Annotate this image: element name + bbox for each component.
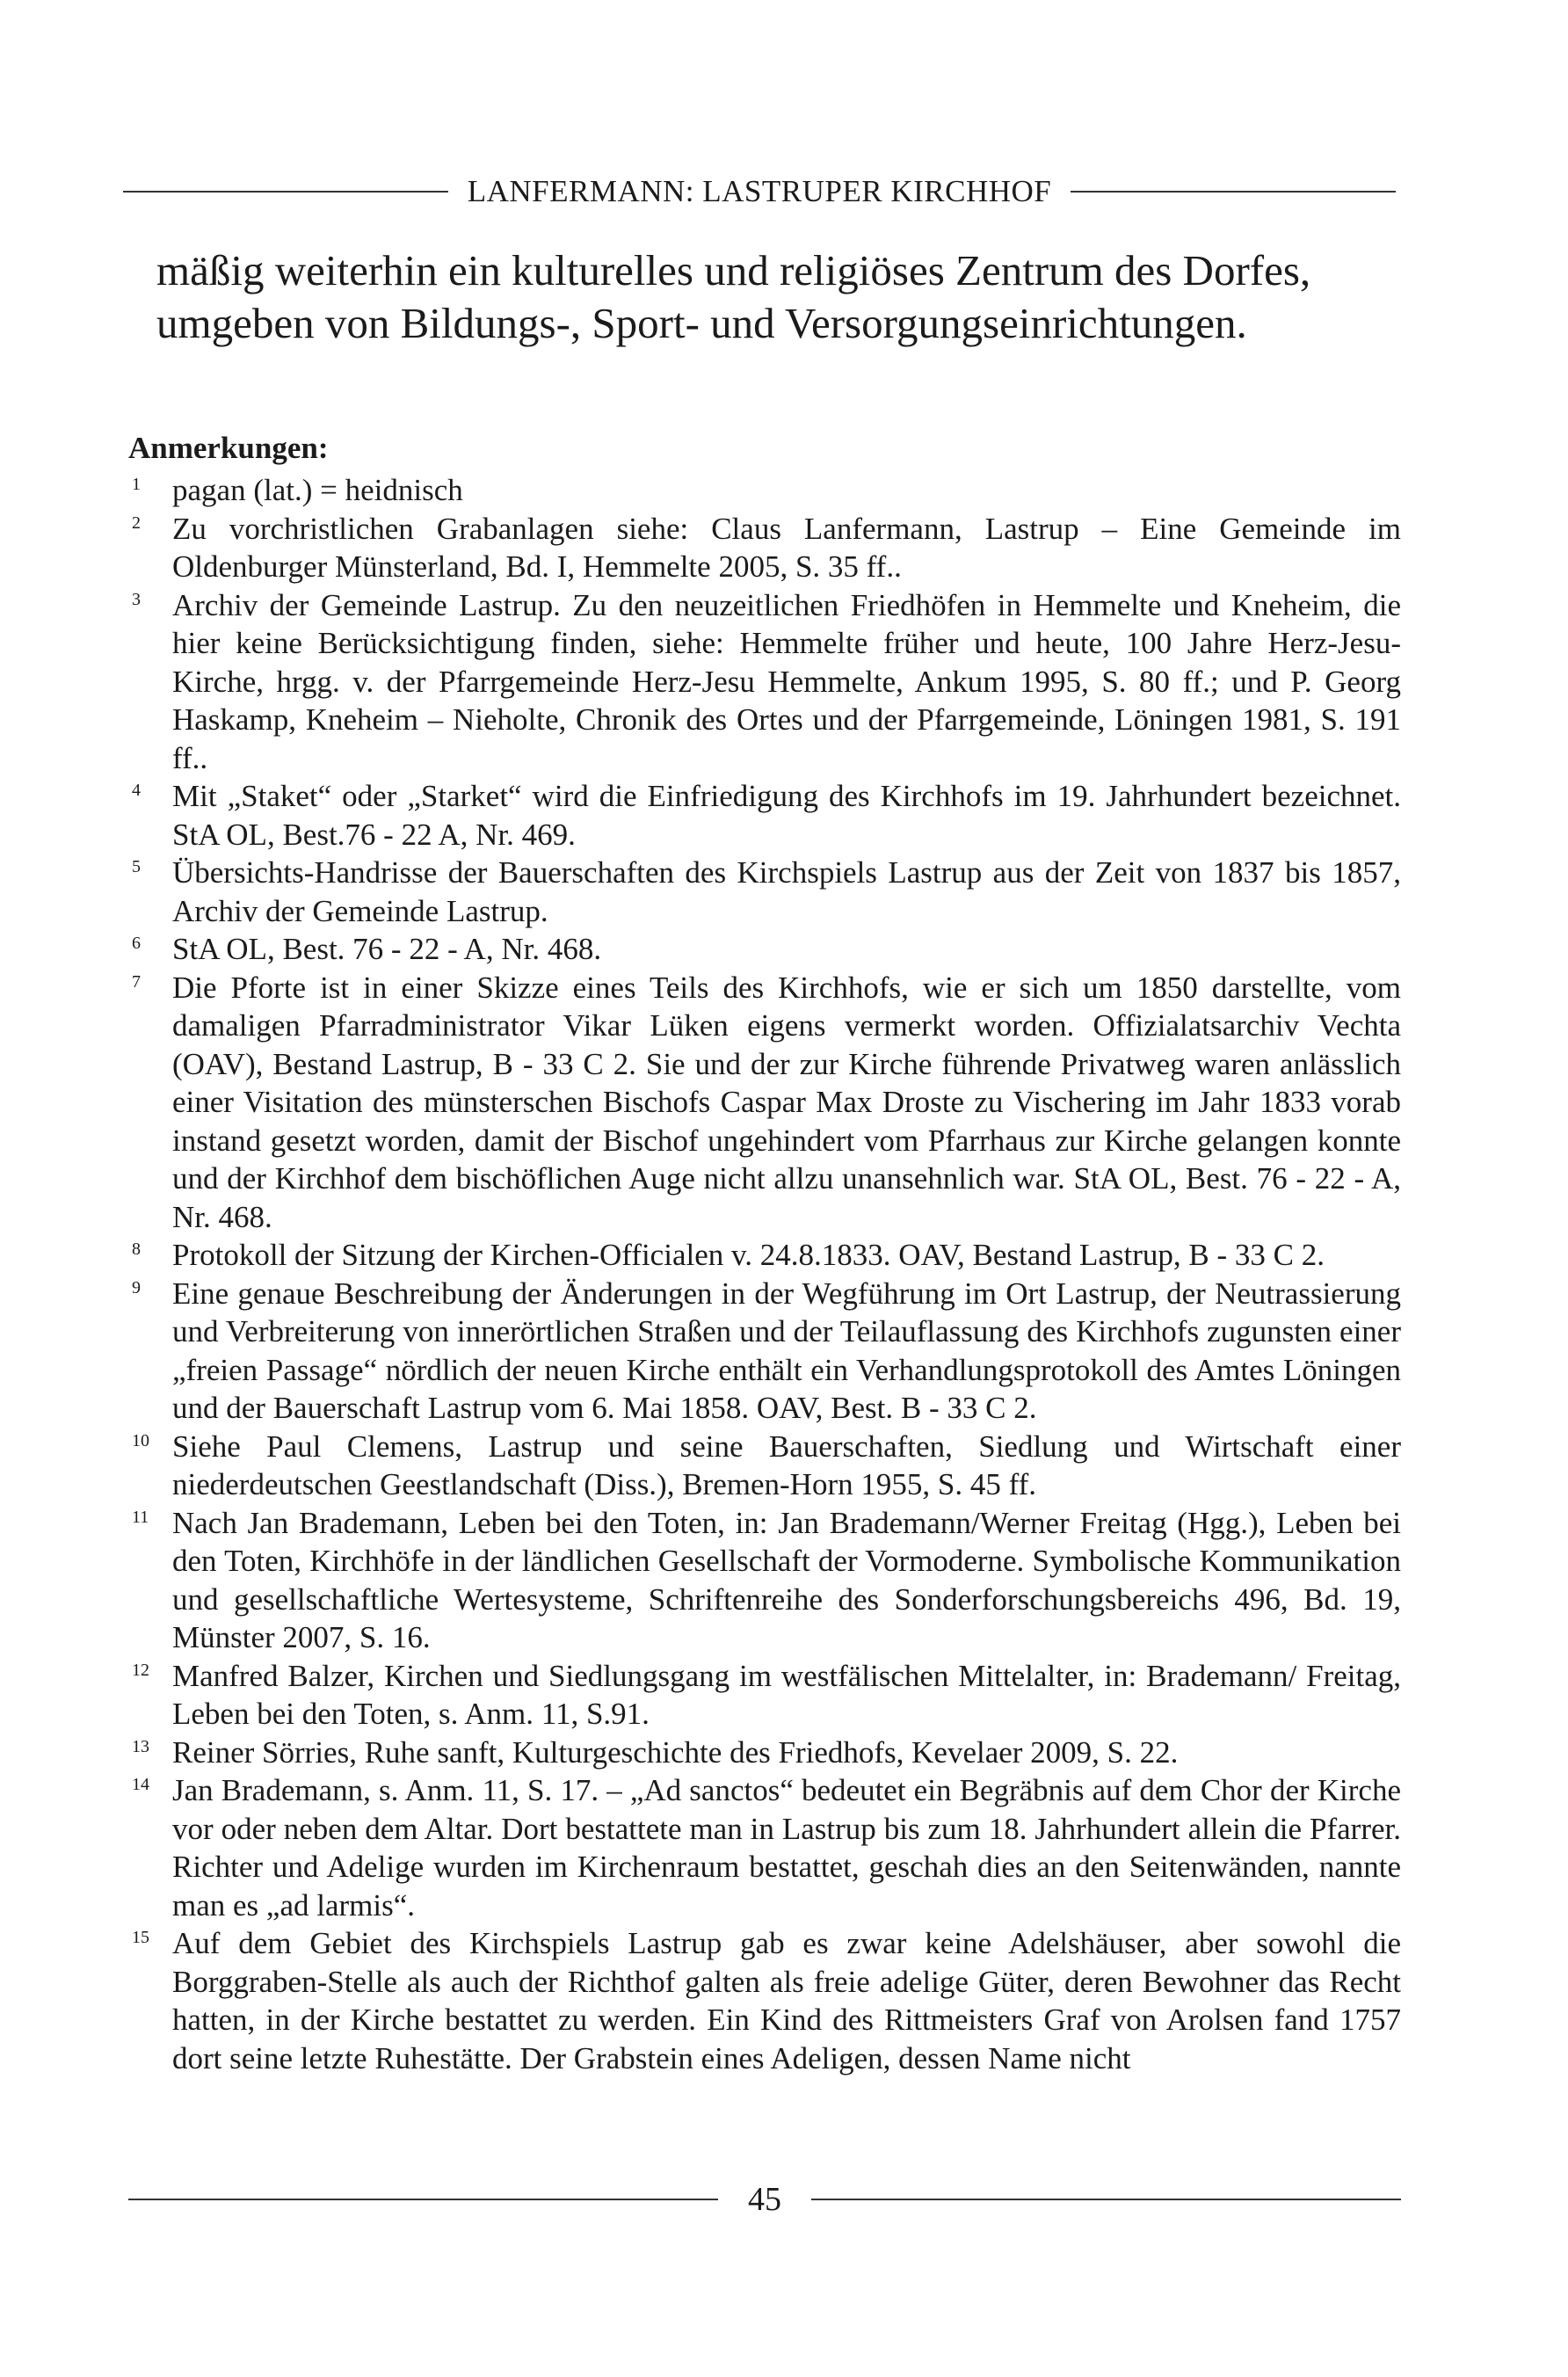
footnote-text: Die Pforte ist in einer Skizze eines Teils des Kirchhofs, wie er sich um 1850 darstellte, vom damaligen Pfarradministrator Vikar Lüken eigens vermerkt worden. Offizialatsarchiv Vechta (OAV), Bestand Lastrup, B - 33 C 2. Sie und der zur Kirche führende Privatweg waren anlässlich einer Visitation des münsterschen Bischofs Caspar Max Droste zu Vischering im Jahr 1833 vorab instand gesetzt worden, damit der Bischof ungehindert vom Pfarrhaus zur Kirche gelangen konnte und der Kirchhof dem bischöflichen Auge nicht allzu unansehnlich war. StA OL, Best. 76 - 22 - A, Nr. 468. xyxy=(172,970,1401,1234)
footnote-number: 5 xyxy=(132,857,141,876)
page-number: 45 xyxy=(748,2181,781,2218)
footnote-text: Archiv der Gemeinde Lastrup. Zu den neuzeitlichen Friedhöfen in Hemmelte und Kneheim, die hier keine Berücksichtigung finden, siehe: Hemmelte früher und heute, 100 Jahre Herz-Jesu-Kirche, hrgg. v. der Pfarrgemeinde Herz-Jesu Hemmelte, Ankum 1995, S. 80 ff.; und P. Georg Haskamp, Kneheim – Nieholte, Chronik des Ortes und der Pfarrgemeinde, Löningen 1981, S. 191 ff.. xyxy=(172,587,1401,775)
footnote xyxy=(128,777,1401,854)
footnote xyxy=(128,854,1401,930)
footnote-text: Zu vorchristlichen Grabanlagen siehe: Claus Lanfermann, Lastrup – Eine Gemeinde im Oldenburger Münsterland, Bd. I, Hemmelte 2005, S. 35 ff.. xyxy=(172,511,1401,584)
footnote xyxy=(128,586,1401,778)
running-header xyxy=(123,174,1396,209)
footnotes-list xyxy=(128,471,1401,2077)
footnote-text: StA OL, Best. 76 - 22 - A, Nr. 468. xyxy=(172,932,602,966)
footnote-text: pagan (lat.) = heidnisch xyxy=(172,473,463,507)
footnote xyxy=(128,1771,1401,1924)
footnote-number: 4 xyxy=(132,781,141,800)
footnote xyxy=(128,1504,1401,1657)
footnote xyxy=(128,1657,1401,1734)
footer-rule-left xyxy=(128,2199,718,2200)
footnote xyxy=(128,471,1401,510)
notes-heading: Anmerkungen: xyxy=(128,431,329,465)
footnote xyxy=(128,1236,1401,1275)
header-rule-left xyxy=(123,191,448,193)
footnote-text: Auf dem Gebiet des Kirchspiels Lastrup gab es zwar keine Adelshäuser, aber sowohl die Borggraben-Stelle als auch der Richthof galten als freie adelige Güter, deren Bewohner das Recht hatten, in der Kirche bestattet zu werden. Ein Kind des Rittmeisters Graf von Arolsen fand 1757 dort seine letzte Ruhestätte. Der Grabstein eines Adeligen, dessen Name nicht xyxy=(172,1926,1401,2075)
footnote-number: 13 xyxy=(132,1736,149,1756)
footnote xyxy=(128,969,1401,1237)
footnote-number: 11 xyxy=(132,1507,149,1527)
footnote-number: 3 xyxy=(132,589,141,609)
footnote-text: Nach Jan Brademann, Leben bei den Toten, in: Jan Brademann/Werner Freitag (Hgg.), Leben bei den Toten, Kirchhöfe in der ländlichen Gesellschaft der Vormoderne. Symbolische Kommunikation und gesellschaftliche Wertesysteme, Schriftenreihe des Sonderforschungsbereichs 496, Bd. 19, Münster 2007, S. 16. xyxy=(172,1505,1401,1654)
intro-paragraph: mäßig weiterhin ein kulturelles und religiöses Zentrum des Dorfes, umgeben von Bildungs-, Sport- und Versorgungseinrichtungen. xyxy=(156,246,1311,347)
footnote xyxy=(128,1275,1401,1428)
footnote xyxy=(128,1924,1401,2077)
running-header-title: LANFERMANN: LASTRUPER KIRCHHOF xyxy=(467,174,1052,208)
footnote-number: 7 xyxy=(132,971,141,992)
footnote-text: Eine genaue Beschreibung der Änderungen in der Wegführung im Ort Lastrup, der Neutrassierung und Verbreiterung von innerörtlichen Straßen und der Teilauflassung des Kirchhofs zugunsten einer „freien Passage“ nördlich der neuen Kirche enthält ein Verhandlungsprotokoll des Amtes Löningen und der Bauerschaft Lastrup vom 6. Mai 1858. OAV, Best. B - 33 C 2. xyxy=(172,1276,1401,1425)
footnote-number: 1 xyxy=(132,475,141,494)
footer-rule-right xyxy=(811,2199,1401,2200)
footnote xyxy=(128,510,1401,586)
footnote-text: Reiner Sörries, Ruhe sanft, Kulturgeschichte des Friedhofs, Kevelaer 2009, S. 22. xyxy=(172,1734,1179,1770)
footnote xyxy=(128,1734,1401,1772)
page-footer xyxy=(128,2180,1401,2219)
footnote-text: Siehe Paul Clemens, Lastrup und seine Bauerschaften, Siedlung und Wirtschaft einer niederdeutschen Geestlandschaft (Diss.), Bremen-Horn 1955, S. 45 ff. xyxy=(172,1428,1401,1501)
footnote-number: 2 xyxy=(132,512,141,533)
footnote-text: Jan Brademann, s. Anm. 11, S. 17. – „Ad sanctos“ bedeutet ein Begräbnis auf dem Chor der Kirche vor oder neben dem Altar. Dort bestattete man in Lastrup bis zum 18. Jahrhundert allein die Pfarrer. Richter und Adelige wurden im Kirchenraum bestattet, geschah dies an den Seitenwänden, nannte man es „ad larmis“. xyxy=(172,1773,1401,1923)
footnote-number: 9 xyxy=(132,1277,141,1298)
header-rule-right xyxy=(1071,191,1396,193)
footnote-text: Manfred Balzer, Kirchen und Siedlungsgang im westfälischen Mittelalter, in: Brademann/ Freitag, Leben bei den Toten, s. Anm. 11, S.91. xyxy=(172,1658,1401,1731)
footnote-text: Mit „Staket“ oder „Starket“ wird die Einfriedigung des Kirchhofs im 19. Jahrhundert bezeichnet. StA OL, Best.76 - 22 A, Nr. 469. xyxy=(172,779,1401,852)
footnote-number: 6 xyxy=(132,934,141,953)
footnote-number: 8 xyxy=(132,1239,141,1259)
footnote-text: Protokoll der Sitzung der Kirchen-Officialen v. 24.8.1833. OAV, Bestand Lastrup, B - 33 C 2. xyxy=(172,1238,1325,1272)
footnote-number: 14 xyxy=(132,1775,149,1794)
footnote-number: 12 xyxy=(132,1660,149,1680)
footnote-text: Übersichts-Handrisse der Bauerschaften des Kirchspiels Lastrup aus der Zeit von 1837 bis 1857, Archiv der Gemeinde Lastrup. xyxy=(172,855,1401,928)
footnote xyxy=(128,930,1401,969)
footnote-number: 10 xyxy=(132,1430,149,1450)
footnote-number: 15 xyxy=(132,1928,149,1947)
footnote xyxy=(128,1428,1401,1504)
